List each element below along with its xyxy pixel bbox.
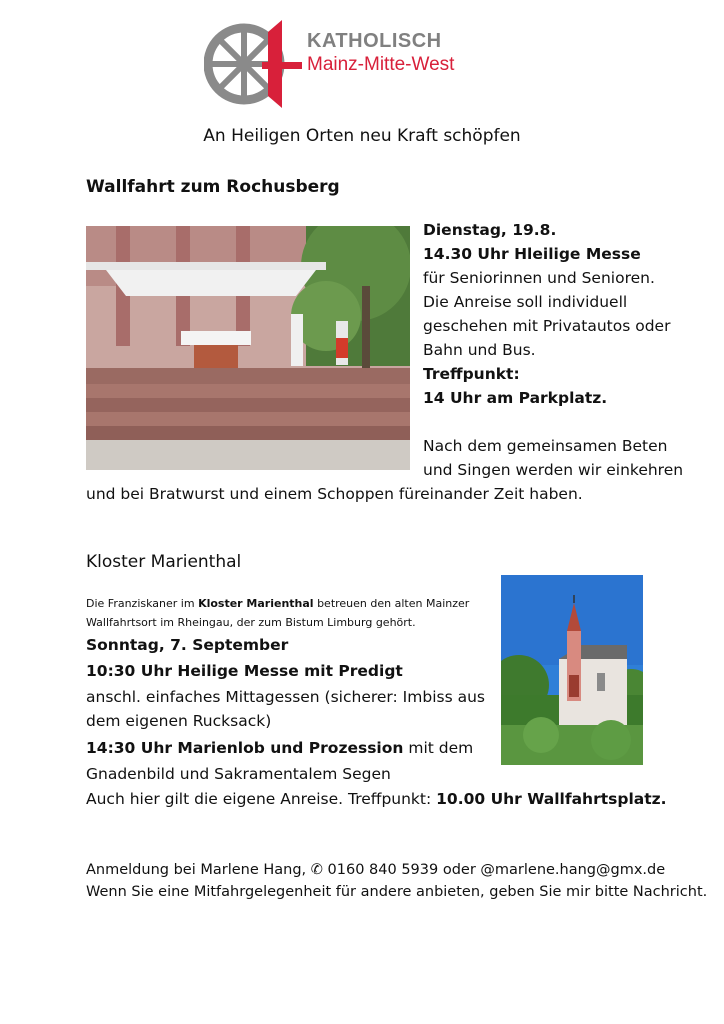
section1-date: Dienstag, 19.8. — [423, 221, 557, 239]
section1-meeting-label: Treffpunkt: — [423, 365, 520, 383]
logo-word-parish: Mainz-Mitte-West — [307, 54, 455, 75]
page-title: An Heiligen Orten neu Kraft schöpfen — [203, 126, 521, 146]
section2-lunch: dem eigenen Rucksack) — [86, 712, 272, 730]
section1-line: geschehen mit Privatautos oder — [423, 317, 671, 335]
section2-travel: Auch hier gilt die eigene Anreise. Treffpunkt: 10.00 Uhr Wallfahrtsplatz. — [86, 790, 667, 808]
section2-heading: Kloster Marienthal — [86, 552, 242, 572]
section2-date: Sonntag, 7. September — [86, 636, 289, 654]
section2-mass: 10:30 Uhr Heilige Messe mit Predigt — [86, 662, 403, 680]
contact-rideshare-note: Wenn Sie eine Mitfahrgelegenheit für andere anbieten, geben Sie mir bitte Nachricht. — [86, 884, 708, 900]
section1-line: für Seniorinnen und Senioren. — [423, 269, 655, 287]
section1-heading: Wallfahrt zum Rochusberg — [86, 177, 340, 197]
section2-intro: Die Franziskaner im Kloster Marienthal betreuen den alten Mainzer — [86, 597, 470, 610]
red-cross-icon — [262, 20, 302, 108]
contact-registration: Anmeldung bei Marlene Hang, ✆ 0160 840 5939 oder @marlene.hang@gmx.de — [86, 862, 666, 878]
section1-line: Bahn und Bus. — [423, 341, 536, 359]
section1-after-line: Nach dem gemeinsamen Beten — [423, 437, 668, 455]
section2-blessing: Gnadenbild und Sakramentalem Segen — [86, 765, 391, 783]
section1-line: Die Anreise soll individuell — [423, 293, 628, 311]
marienthal-church-photo — [501, 575, 643, 765]
section2-procession: 14:30 Uhr Marienlob und Prozession mit dem — [86, 739, 474, 757]
rochusberg-photo — [86, 226, 410, 470]
section1-after-line: und bei Bratwurst und einem Schoppen füreinander Zeit haben. — [86, 485, 583, 503]
section1-mass: 14.30 Uhr Hleilige Messe — [423, 245, 641, 263]
section2-intro: Wallfahrtsort im Rheingau, der zum Bistum Limburg gehört. — [86, 616, 416, 629]
section1-meeting-value: 14 Uhr am Parkplatz. — [423, 389, 608, 407]
section1-after-line: und Singen werden wir einkehren — [423, 461, 684, 479]
logo-word-katholisch: KATHOLISCH — [307, 30, 442, 52]
section2-lunch: anschl. einfaches Mittagessen (sicherer: Imbiss aus — [86, 688, 485, 706]
